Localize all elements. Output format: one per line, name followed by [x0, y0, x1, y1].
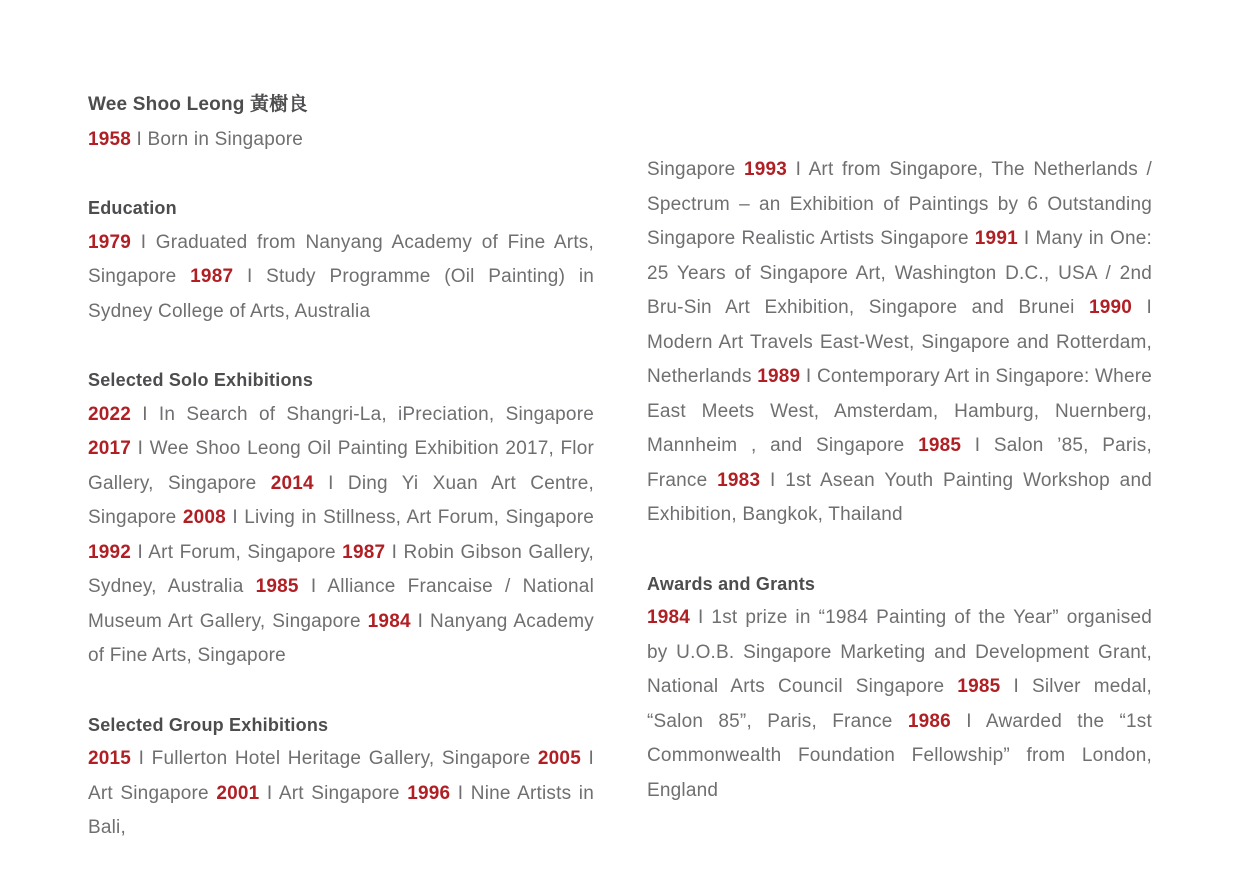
body-text: I Contemporary Art in Singapore: Where East Meets West, Amsterdam, Hamburg, Nuernberg, Mannheim , and Singapore [647, 366, 1152, 456]
body-text: Singapore [647, 159, 744, 180]
body-text: I Art from Singapore, The Netherlands / Spectrum – an Exhibition of Paintings by 6 Outstanding Singapore Realistic Artists Singapore [647, 159, 1152, 249]
year-text: 1996 [407, 782, 451, 804]
paragraph [88, 398, 594, 674]
year-text: 1987 [190, 266, 234, 287]
paragraph [647, 153, 1152, 533]
body-text: I Modern Art Travels East-West, Singapore and Rotterdam, Netherlands [647, 297, 1152, 387]
body-text: I Robin Gibson Gallery, Sydney, Australia [88, 541, 595, 597]
body-text: I Nanyang Academy of Fine Arts, Singapore [88, 610, 594, 666]
body-text: I Many in One: 25 Years of Singapore Art, Washington D.C., USA / 2nd Bru-Sin Art Exhibition, Singapore and Brunei [647, 228, 1152, 318]
body-text: I Art Singapore [88, 748, 594, 804]
artist-name: Wee Shoo Leong 黃樹良 [88, 94, 308, 115]
year-text: 2001 [216, 782, 260, 804]
year-text: 2022 [88, 403, 132, 425]
year-text: 1992 [88, 541, 132, 563]
paragraph [88, 226, 594, 330]
year-text: 1985 [957, 676, 1001, 697]
year-text: 1990 [1088, 297, 1133, 318]
right-column [647, 153, 1152, 808]
body-text: I Born in Singapore [131, 128, 304, 150]
year-text: 1984 [647, 607, 691, 628]
paragraph [88, 123, 594, 158]
year-text: 1983 [717, 469, 761, 491]
body-text: I Wee Shoo Leong Oil Painting Exhibition 2017, Flor Gallery, Singapore [88, 438, 594, 494]
section-heading: Awards and Grants [647, 573, 816, 594]
year-text: 2017 [88, 438, 132, 459]
paragraph [88, 742, 594, 846]
year-text: 1986 [907, 710, 951, 732]
year-text: 1979 [88, 231, 132, 253]
year-text: 2015 [88, 748, 132, 769]
body-text: I Art Forum, Singapore [131, 541, 343, 563]
year-text: 2014 [270, 472, 314, 494]
body-text: I Fullerton Hotel Heritage Gallery, Singapore [131, 748, 538, 769]
paragraph [647, 601, 1152, 808]
left-column [88, 88, 594, 846]
year-text: 2008 [182, 507, 226, 528]
section-heading: Selected Solo Exhibitions [88, 370, 314, 390]
body-text: I In Search of Shangri-La, iPreciation, Singapore [131, 403, 594, 425]
body-text: I 1st Asean Youth Painting Workshop and Exhibition, Bangkok, Thailand [647, 469, 1152, 525]
body-text: I Art Singapore [259, 782, 408, 804]
year-text: 2005 [537, 748, 581, 769]
section-heading: Selected Group Exhibitions [88, 714, 329, 735]
year-text: 1989 [757, 366, 801, 387]
year-text: 1985 [255, 576, 299, 597]
body-text: I Silver medal, “Salon 85”, Paris, France [647, 676, 1152, 732]
year-text: 1985 [918, 435, 962, 456]
body-text: I Study Programme (Oil Painting) in Sydney College of Arts, Australia [88, 266, 595, 322]
year-text: 1993 [743, 159, 788, 180]
body-text: I Awarded the “1st Commonwealth Foundation Fellowship” from London, England [647, 710, 1152, 801]
body-text: I 1st prize in “1984 Painting of the Year” organised by U.O.B. Singapore Marketing and Development Grant, National Arts Council Singapore [647, 607, 1152, 697]
year-text: 1958 [88, 128, 132, 150]
year-text: 1984 [367, 610, 411, 632]
body-text: I Salon ’85, Paris, France [647, 435, 1152, 491]
body-text: I Living in Stillness, Art Forum, Singapore [225, 507, 594, 528]
section-heading: Education [88, 198, 177, 218]
body-text: I Nine Artists in Bali, [88, 782, 594, 838]
year-text: 1987 [342, 541, 386, 563]
body-text: I Ding Yi Xuan Art Centre, Singapore [88, 472, 595, 528]
body-text: I Graduated from Nanyang Academy of Fine Arts, Singapore [88, 231, 594, 287]
body-text: I Alliance Francaise / National Museum Art Gallery, Singapore [88, 576, 594, 632]
year-text: 1991 [974, 228, 1018, 249]
